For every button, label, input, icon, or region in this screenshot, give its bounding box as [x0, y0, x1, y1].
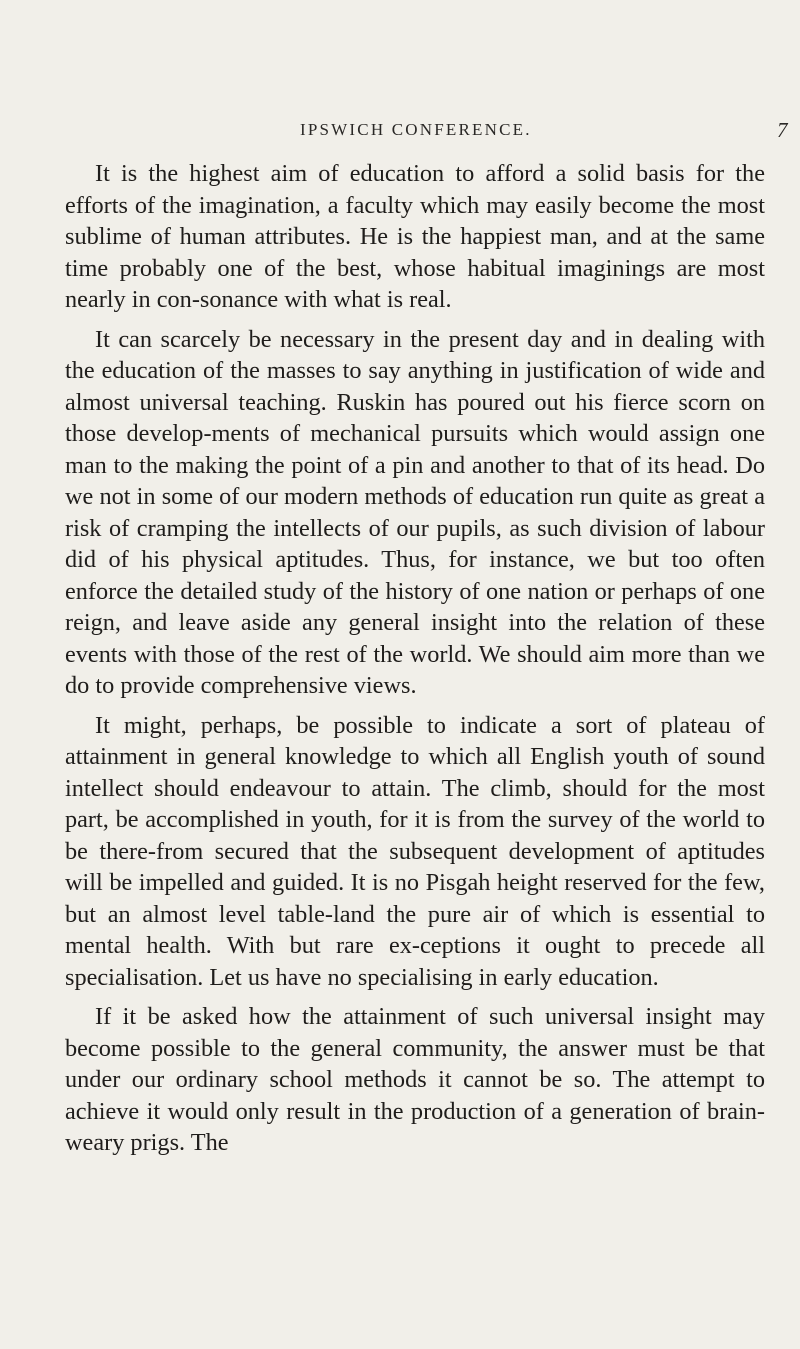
- paragraph-highest-aim: It is the highest aim of education to afford a solid basis for the efforts of the imagination, a faculty which may easily become the most sublime of human attributes. He is the happiest man, and at the same time probably one of the best, whose habitual imaginings are most nearly in con-sonance with what is real.: [65, 160, 765, 313]
- paragraph-plateau-of-attainment: It might, perhaps, be possible to indicate a sort of plateau of attainment in general knowledge to which all English youth of sound intellect should endeavour to attain. The climb, should for the most part, be accomplished in youth, for it is from the survey of the world to be there-from secured that the subsequent development of aptitudes will be impelled and guided. It is no Pisgah height reserved for the few, but an almost level table-land the pure air of which is essential to mental health. With but rare ex-ceptions it ought to precede all specialisation. Let us have no specialising in early education.: [65, 711, 765, 991]
- running-head: [0, 120, 800, 144]
- page-number: 7: [777, 118, 788, 142]
- paragraph-universal-teaching: It can scarcely be necessary in the present day and in dealing with the education of the masses to say anything in justification of wide and almost universal teaching. Ruskin has poured out his fierce scorn on those develop-ments of mechanical pursuits which would assign one man to the making the point of a pin and another to that of its head. Do we not in some of our modern methods of education run quite as great a risk of cramping the intellects of our pupils, as such division of labour did of his physical aptitudes. Thus, for instance, we but too often enforce the detailed study of the history of one nation or perhaps of one reign, and leave aside any general insight into the relation of these events with those of the rest of the world. We should aim more than we do to provide comprehensive views.: [65, 325, 765, 699]
- body-text: [65, 158, 765, 1167]
- paragraph-universal-insight: If it be asked how the attainment of such universal insight may become possible to the general community, the answer must be that under our ordinary school methods it cannot be so. The attempt to achieve it would only result in the production of a generation of brain-weary prigs. The: [65, 1003, 765, 1156]
- running-title: IPSWICH CONFERENCE.: [300, 120, 532, 139]
